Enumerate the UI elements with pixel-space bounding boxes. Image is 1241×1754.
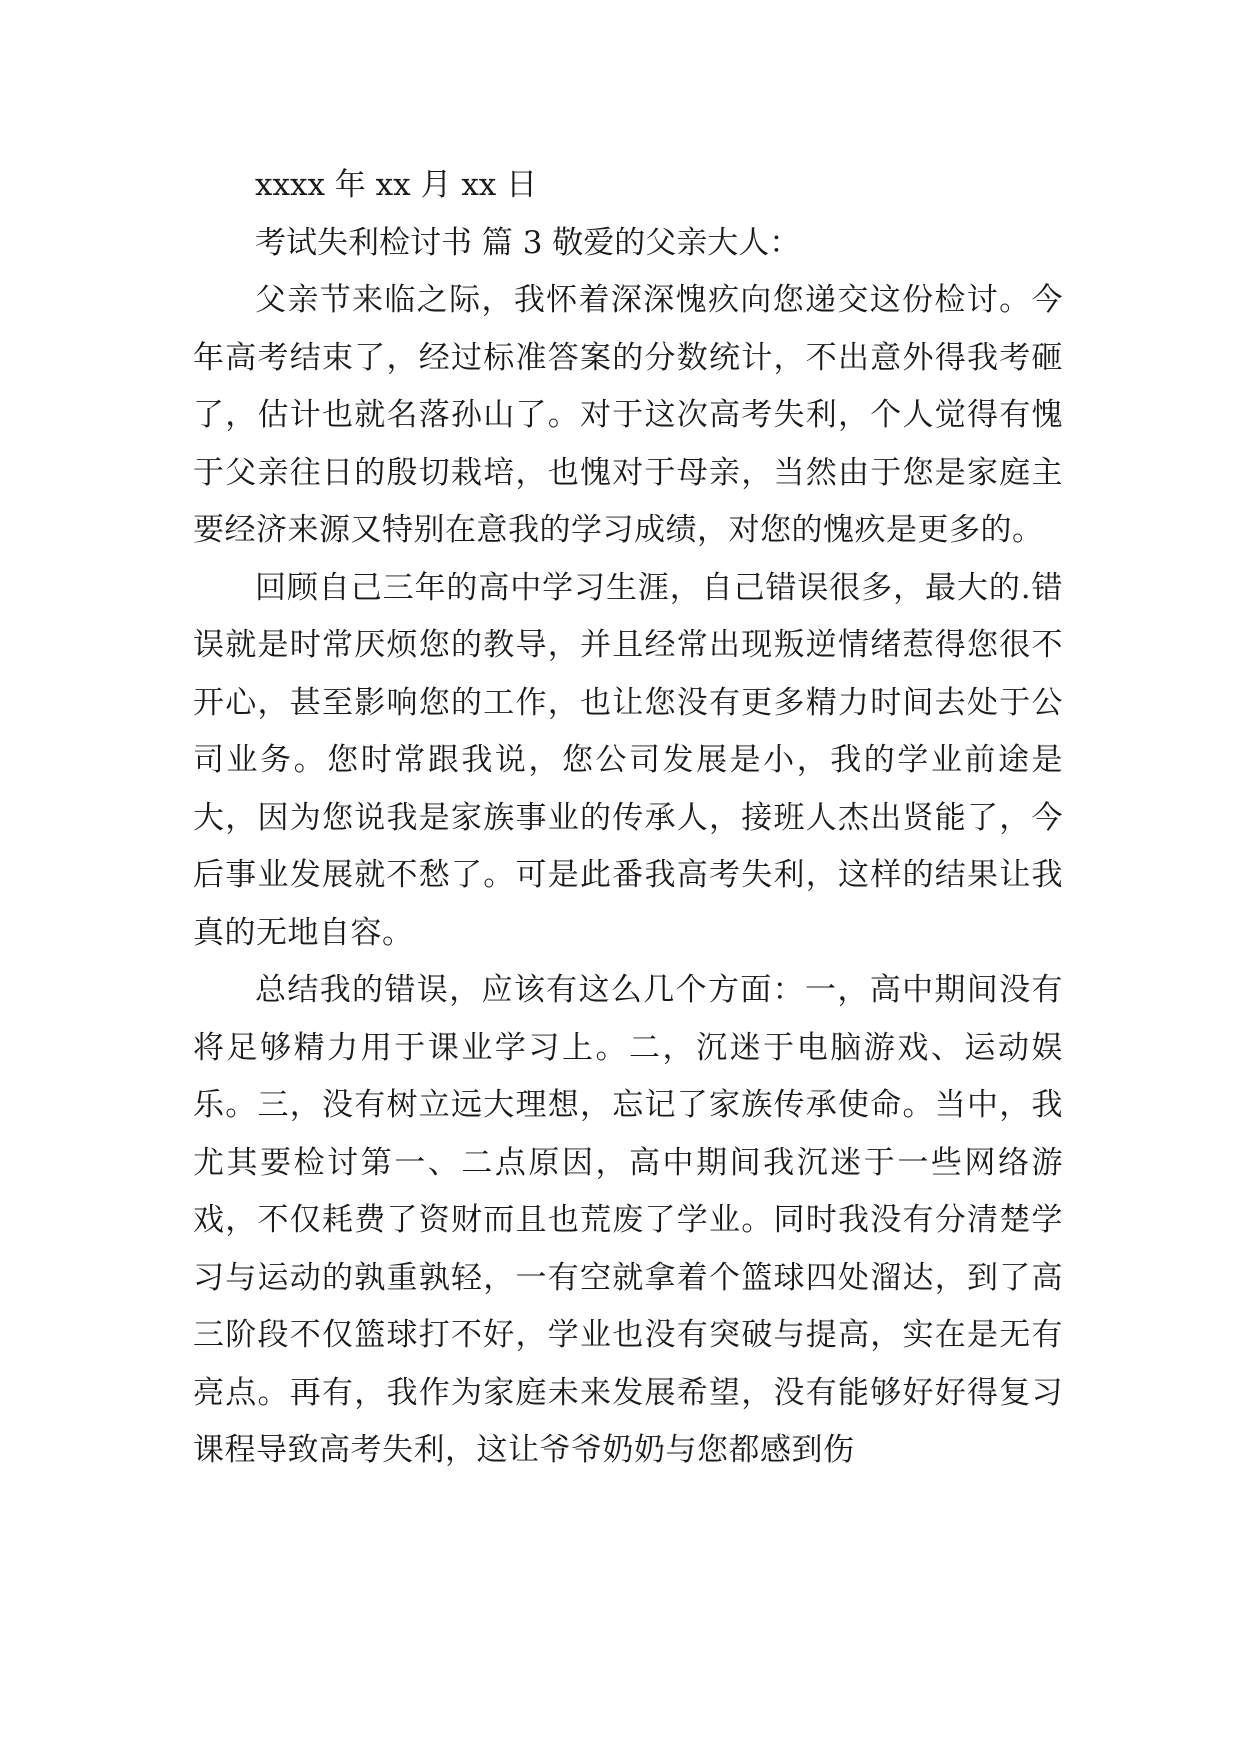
date-line: xxxx 年 xx 月 xx 日 [255,167,538,203]
paragraph-2: 回顾自己三年的高中学习生涯，自己错误很多，最大的.错误就是时常厌烦您的教导，并且经常出现叛逆情绪惹得您很不开心，甚至影响您的工作，也让您没有更多精力时间去处于公司业务。您时常跟我说，您公司发展是小，我的学业前途是大，因为您说我是家族事业的传承人，接班人杰出贤能了，今后事业发展就不愁了。可是此番我高考失利，这样的结果让我真的无地自容。 [193,569,1063,951]
paragraph-1: 父亲节来临之际，我怀着深深愧疚向您递交这份检讨。今年高考结束了，经过标准答案的分数统计，不出意外得我考砸了，估计也就名落孙山了。对于这次高考失利，个人觉得有愧于父亲往日的殷切栽培，也愧对于母亲，当然由于您是家庭主要经济来源又特别在意我的学习成绩，对您的愧疚是更多的。 [193,282,1063,548]
document-body [193,157,1063,1480]
paragraph-3: 总结我的错误，应该有这么几个方面：一，高中期间没有将足够精力用于课业学习上。二，沉迷于电脑游戏、运动娱乐。三，没有树立远大理想，忘记了家族传承使命。当中，我尤其要检讨第一、二点原因，高中期间我沉迷于一些网络游戏，不仅耗费了资财而且也荒废了学业。同时我没有分清楚学习与运动的孰重孰轻，一有空就拿着个篮球四处溜达，到了高三阶段不仅篮球打不好，学业也没有突破与提高，实在是无有亮点。再有，我作为家庭未来发展希望，没有能够好好得复习课程导致高考失利，这让爷爷奶奶与您都感到伤 [193,972,1063,1468]
letter-heading: 考试失利检讨书 篇 3 敬爱的父亲大人： [255,224,801,261]
